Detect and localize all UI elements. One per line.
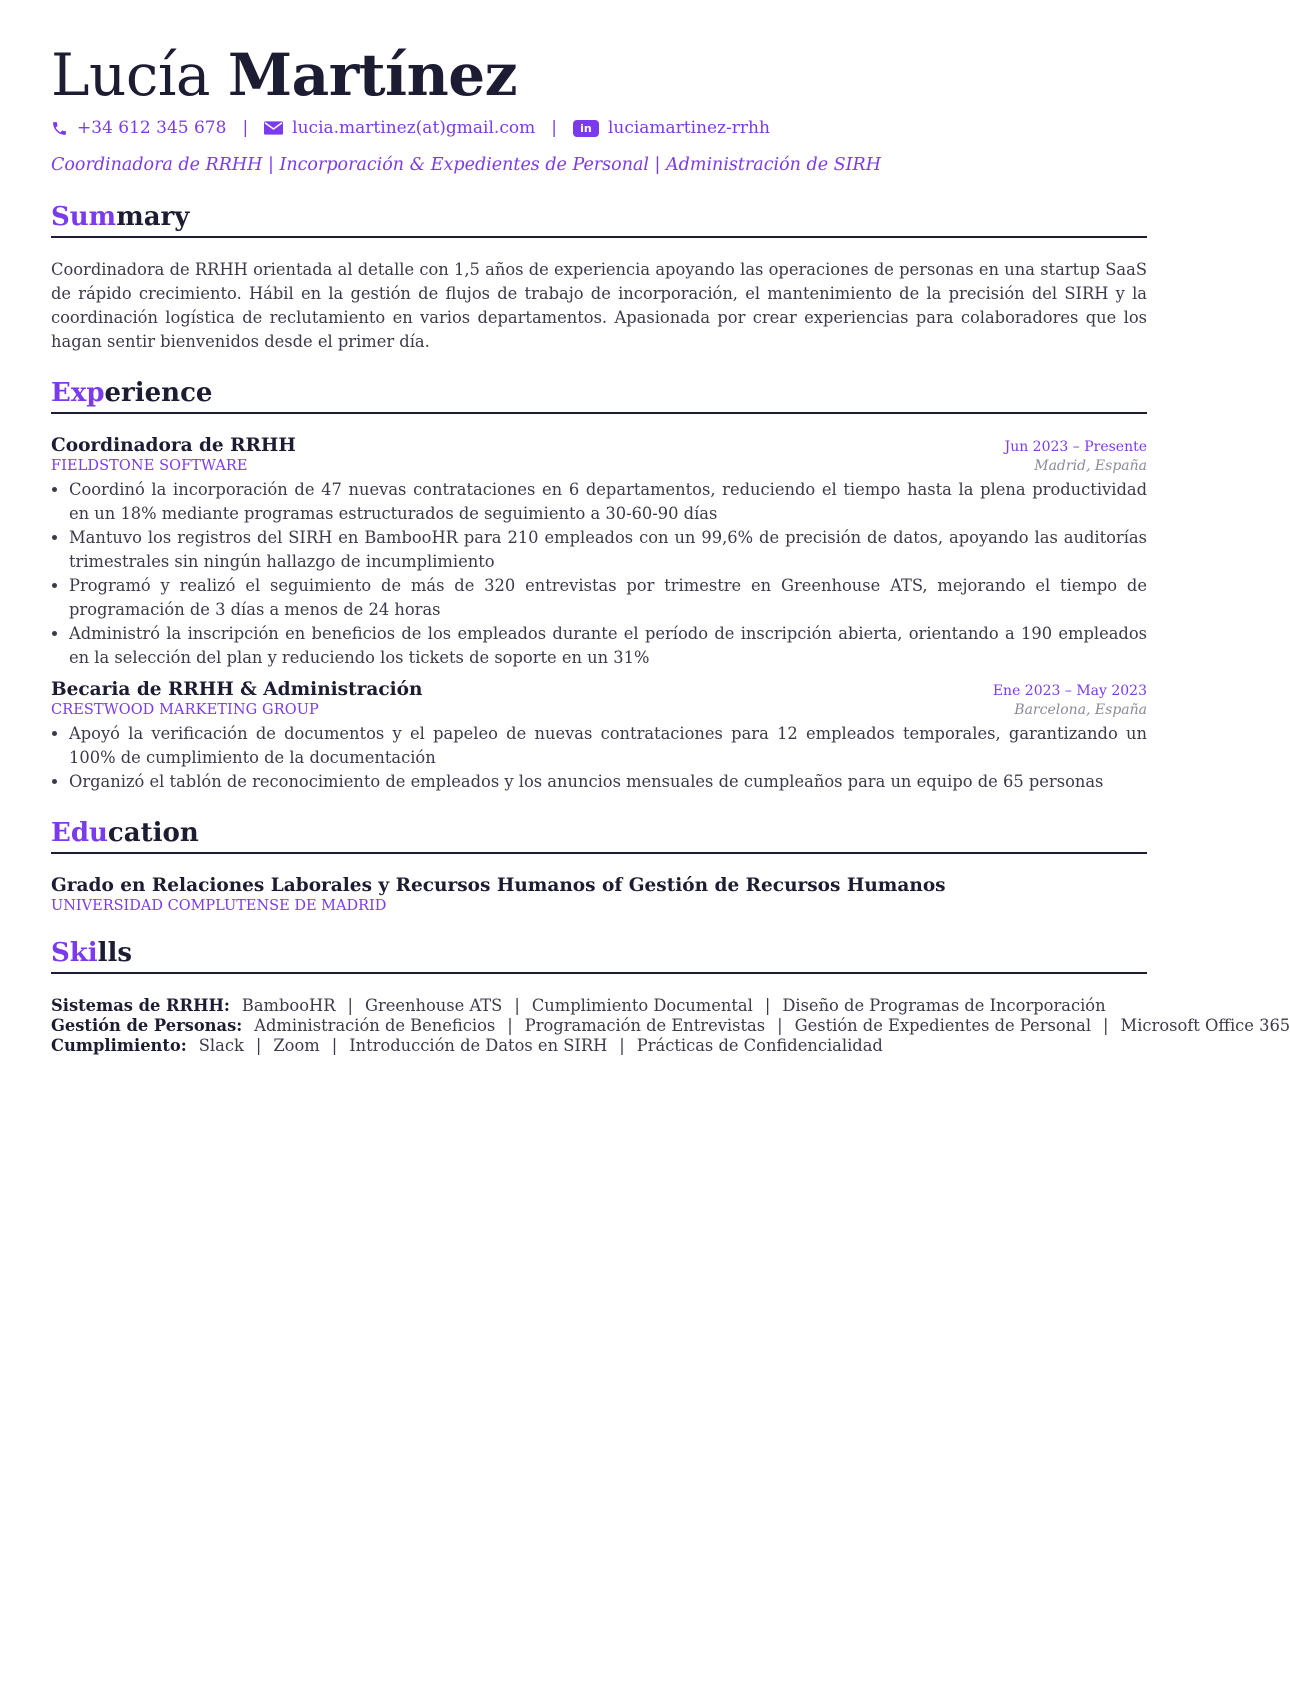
bullet-item: • Programó y realizó el seguimiento de más de 320 entrevistas por trimestre en Greenhouse ATS, mejorando el tiempo de programación de 3 días a menos de 24 horas bbox=[69, 574, 1147, 622]
skill-row bbox=[51, 996, 1147, 1016]
skill-row bbox=[51, 1036, 1147, 1056]
job-dates: Ene 2023 – May 2023 bbox=[992, 683, 1147, 699]
section-title-summary bbox=[51, 200, 1147, 238]
skill-category: Gestión de Personas: bbox=[51, 1016, 243, 1035]
section-title-rest: cation bbox=[107, 818, 199, 848]
skill-category: Sistemas de RRHH: bbox=[51, 996, 230, 1015]
section-title-rest: mary bbox=[116, 202, 190, 232]
bullet-item: • Administró la inscripción en beneficios de los empleados durante el período de inscripción abierta, orientando a 190 empleados en la selección del plan y reduciendo los tickets de soporte en un 31% bbox=[69, 622, 1147, 670]
skill-item: Cumplimiento Documental bbox=[531, 996, 753, 1015]
skill-separator: | bbox=[777, 1016, 783, 1035]
linkedin-link[interactable]: luciamartinez-rrhh bbox=[607, 118, 770, 138]
first-name: Lucía bbox=[51, 41, 210, 109]
skill-item: Microsoft Office 365 bbox=[1120, 1016, 1290, 1035]
section-title-rest: lls bbox=[97, 938, 133, 968]
skill-item: Slack bbox=[198, 1036, 244, 1055]
job-location: Barcelona, España bbox=[1014, 702, 1147, 718]
skill-item: Zoom bbox=[273, 1036, 320, 1055]
bullet-item: • Mantuvo los registros del SIRH en BambooHR para 210 empleados con un 99,6% de precisión de datos, apoyando las auditorías trimestrales sin ningún hallazgo de incumplimiento bbox=[69, 526, 1147, 574]
candidate-name bbox=[51, 38, 1147, 112]
bullet-item: • Apoyó la verificación de documentos y el papeleo de nuevas contrataciones para 12 empleados temporales, garantizando un 100% de cumplimiento de la documentación bbox=[69, 722, 1147, 770]
skill-item: Gestión de Expedientes de Personal bbox=[794, 1016, 1092, 1035]
skill-row bbox=[51, 1016, 1290, 1036]
skill-separator: | bbox=[1103, 1016, 1109, 1035]
education-degree: Grado en Relaciones Laborales y Recursos Humanos of Gestión de Recursos Humanos bbox=[51, 875, 946, 896]
linkedin-icon: in bbox=[573, 120, 599, 137]
job-bullets bbox=[51, 722, 1147, 794]
job-dates: Jun 2023 – Presente bbox=[1004, 439, 1147, 455]
company-name: FIELDSTONE SOFTWARE bbox=[51, 458, 248, 474]
job-entry bbox=[51, 434, 1147, 670]
phone-icon bbox=[51, 120, 68, 137]
skill-separator: | bbox=[619, 1036, 625, 1055]
skill-separator: | bbox=[764, 996, 771, 1015]
summary-text: Coordinadora de RRHH orientada al detalle con 1,5 años de experiencia apoyando las operaciones de personas en una startup SaaS de rápido crecimiento. Hábil en la gestión de flujos de trabajo de incorporación, el mantenimiento de la precisión del SIRH y la coordinación logística de reclutamiento en varios departamentos. Apasionada por crear experiencias para colaboradores que los hagan sentir bienvenidos desde el primer día. bbox=[51, 260, 1147, 351]
section-title-accent: Exp bbox=[51, 378, 105, 408]
contact-separator: | bbox=[551, 118, 557, 138]
skill-separator: | bbox=[514, 996, 520, 1015]
skill-separator: | bbox=[331, 1036, 338, 1055]
skill-item: Programación de Entrevistas bbox=[524, 1016, 766, 1035]
job-title: Coordinadora de RRHH bbox=[51, 435, 296, 456]
skill-item: Prácticas de Confidencialidad bbox=[636, 1036, 883, 1055]
job-entry bbox=[51, 678, 1147, 794]
email-link[interactable]: lucia.martinez(at)gmail.com bbox=[292, 118, 536, 138]
section-title-rest: erience bbox=[104, 378, 213, 408]
company-name: CRESTWOOD MARKETING GROUP bbox=[51, 702, 319, 718]
job-title: Becaria de RRHH & Administración bbox=[51, 679, 423, 700]
skill-item: Administración de Beneficios bbox=[254, 1016, 496, 1035]
section-title-accent: Ski bbox=[51, 938, 98, 968]
bullet-item: • Coordinó la incorporación de 47 nuevas contrataciones en 6 departamentos, reduciendo el tiempo hasta la plena productividad en un 18% mediante programas estructurados de seguimiento a 30-60-90 días bbox=[69, 478, 1147, 526]
phone-number[interactable]: +34 612 345 678 bbox=[77, 118, 227, 138]
skill-item: Greenhouse ATS bbox=[364, 996, 503, 1015]
section-title-accent: Sum bbox=[51, 202, 117, 232]
skill-item: Diseño de Programas de Incorporación bbox=[782, 996, 1106, 1015]
last-name: Martínez bbox=[227, 41, 518, 109]
skill-item: BambooHR bbox=[241, 996, 336, 1015]
education-school: UNIVERSIDAD COMPLUTENSE DE MADRID bbox=[51, 898, 387, 914]
bullet-item: • Organizó el tablón de reconocimiento de empleados y los anuncios mensuales de cumpleaños para un equipo de 65 personas bbox=[69, 770, 1147, 794]
envelope-icon bbox=[264, 121, 283, 135]
section-title-experience bbox=[51, 376, 1147, 414]
skill-separator: | bbox=[347, 996, 353, 1015]
section-title-accent: Edu bbox=[51, 818, 108, 848]
contact-separator: | bbox=[242, 118, 249, 138]
contact-line bbox=[51, 114, 1147, 142]
job-bullets bbox=[51, 478, 1147, 670]
job-location: Madrid, España bbox=[1034, 458, 1147, 474]
resume-page bbox=[51, 0, 1290, 1056]
skill-separator: | bbox=[255, 1036, 262, 1055]
skill-item: Introducción de Datos en SIRH bbox=[349, 1036, 608, 1055]
skill-category: Cumplimiento: bbox=[51, 1036, 187, 1055]
skill-separator: | bbox=[507, 1016, 513, 1035]
skills-list bbox=[51, 996, 1290, 1056]
tagline: Coordinadora de RRHH | Incorporación & Expedientes de Personal | Administración de SIRH bbox=[51, 155, 881, 175]
section-title-education bbox=[51, 816, 1147, 854]
section-title-skills bbox=[51, 936, 1147, 974]
